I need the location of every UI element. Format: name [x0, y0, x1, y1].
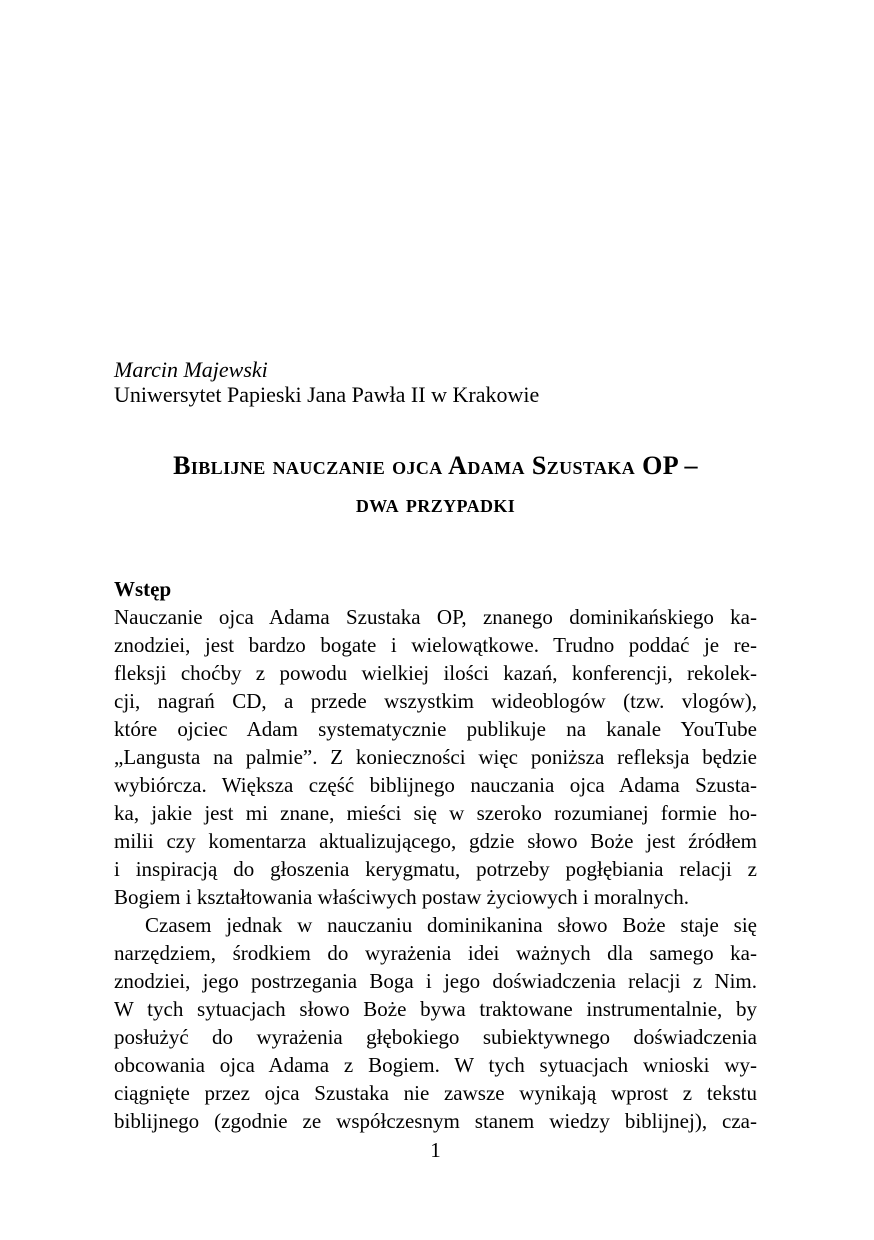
body-text-line: obcowania ojca Adama z Bogiem. W tych sytuacjach wnioski wy- — [114, 1053, 757, 1077]
body-text-line: fleksji choćby z powodu wielkiej ilości kazań, konferencji, rekolek- — [114, 661, 757, 685]
body-text-line: „Langusta na palmie”. Z konieczności więc poniższa refleksja będzie — [114, 745, 757, 769]
body-text-line: biblijnego (zgodnie ze współczesnym stanem wiedzy biblijnej), cza- — [114, 1109, 757, 1133]
body-text-line: narzędziem, środkiem do wyrażenia idei ważnych dla samego ka- — [114, 941, 757, 965]
article-title — [114, 447, 757, 523]
page-number: 1 — [430, 1138, 441, 1162]
paragraphs-container — [114, 603, 757, 1135]
body-text-line: milii czy komentarza aktualizującego, gdzie słowo Boże jest źródłem — [114, 829, 757, 853]
article-body — [114, 575, 757, 1135]
article-title-line-1: Biblijne nauczanie ojca Adama Szustaka OP – — [173, 451, 698, 480]
body-text-line: Bogiem i kształtowania właściwych postaw życiowych i moralnych. — [114, 885, 690, 909]
author-affiliation: Uniwersytet Papieski Jana Pawła II w Krakowie — [114, 382, 540, 407]
body-text-line: Nauczanie ojca Adama Szustaka OP, znanego dominikańskiego ka- — [114, 605, 757, 629]
body-text-line: znodziei, jest bardzo bogate i wielowątkowe. Trudno poddać je re- — [114, 633, 757, 657]
body-text-line: Czasem jednak w nauczaniu dominikanina słowo Boże staje się — [145, 913, 757, 937]
paragraph — [114, 603, 757, 911]
body-text-line: ciągnięte przez ojca Szustaka nie zawsze wynikają wprost z tekstu — [114, 1081, 757, 1105]
article-title-line-2: dwa przypadki — [355, 489, 516, 518]
author-block — [114, 357, 757, 407]
section-heading-wstep: Wstęp — [114, 577, 172, 601]
body-text-line: posłużyć do wyrażenia głębokiego subiektywnego doświadczenia — [114, 1025, 757, 1049]
body-text-line: ka, jakie jest mi znane, mieści się w szeroko rozumianej formie ho- — [114, 801, 757, 825]
body-text-line: i inspiracją do głoszenia kerygmatu, potrzeby pogłębiania relacji z — [114, 857, 757, 881]
body-text-line: znodziei, jego postrzegania Boga i jego doświadczenia relacji z Nim. — [114, 969, 757, 993]
body-text-line: które ojciec Adam systematycznie publikuje na kanale YouTube — [114, 717, 757, 741]
body-text-line: cji, nagrań CD, a przede wszystkim wideoblogów (tzw. vlogów), — [114, 689, 757, 713]
paragraph — [114, 911, 757, 1135]
body-text-line: wybiórcza. Większa część biblijnego nauczania ojca Adama Szusta- — [114, 773, 757, 797]
body-text-line: W tych sytuacjach słowo Boże bywa traktowane instrumentalnie, by — [114, 997, 757, 1021]
author-name: Marcin Majewski — [114, 357, 268, 382]
